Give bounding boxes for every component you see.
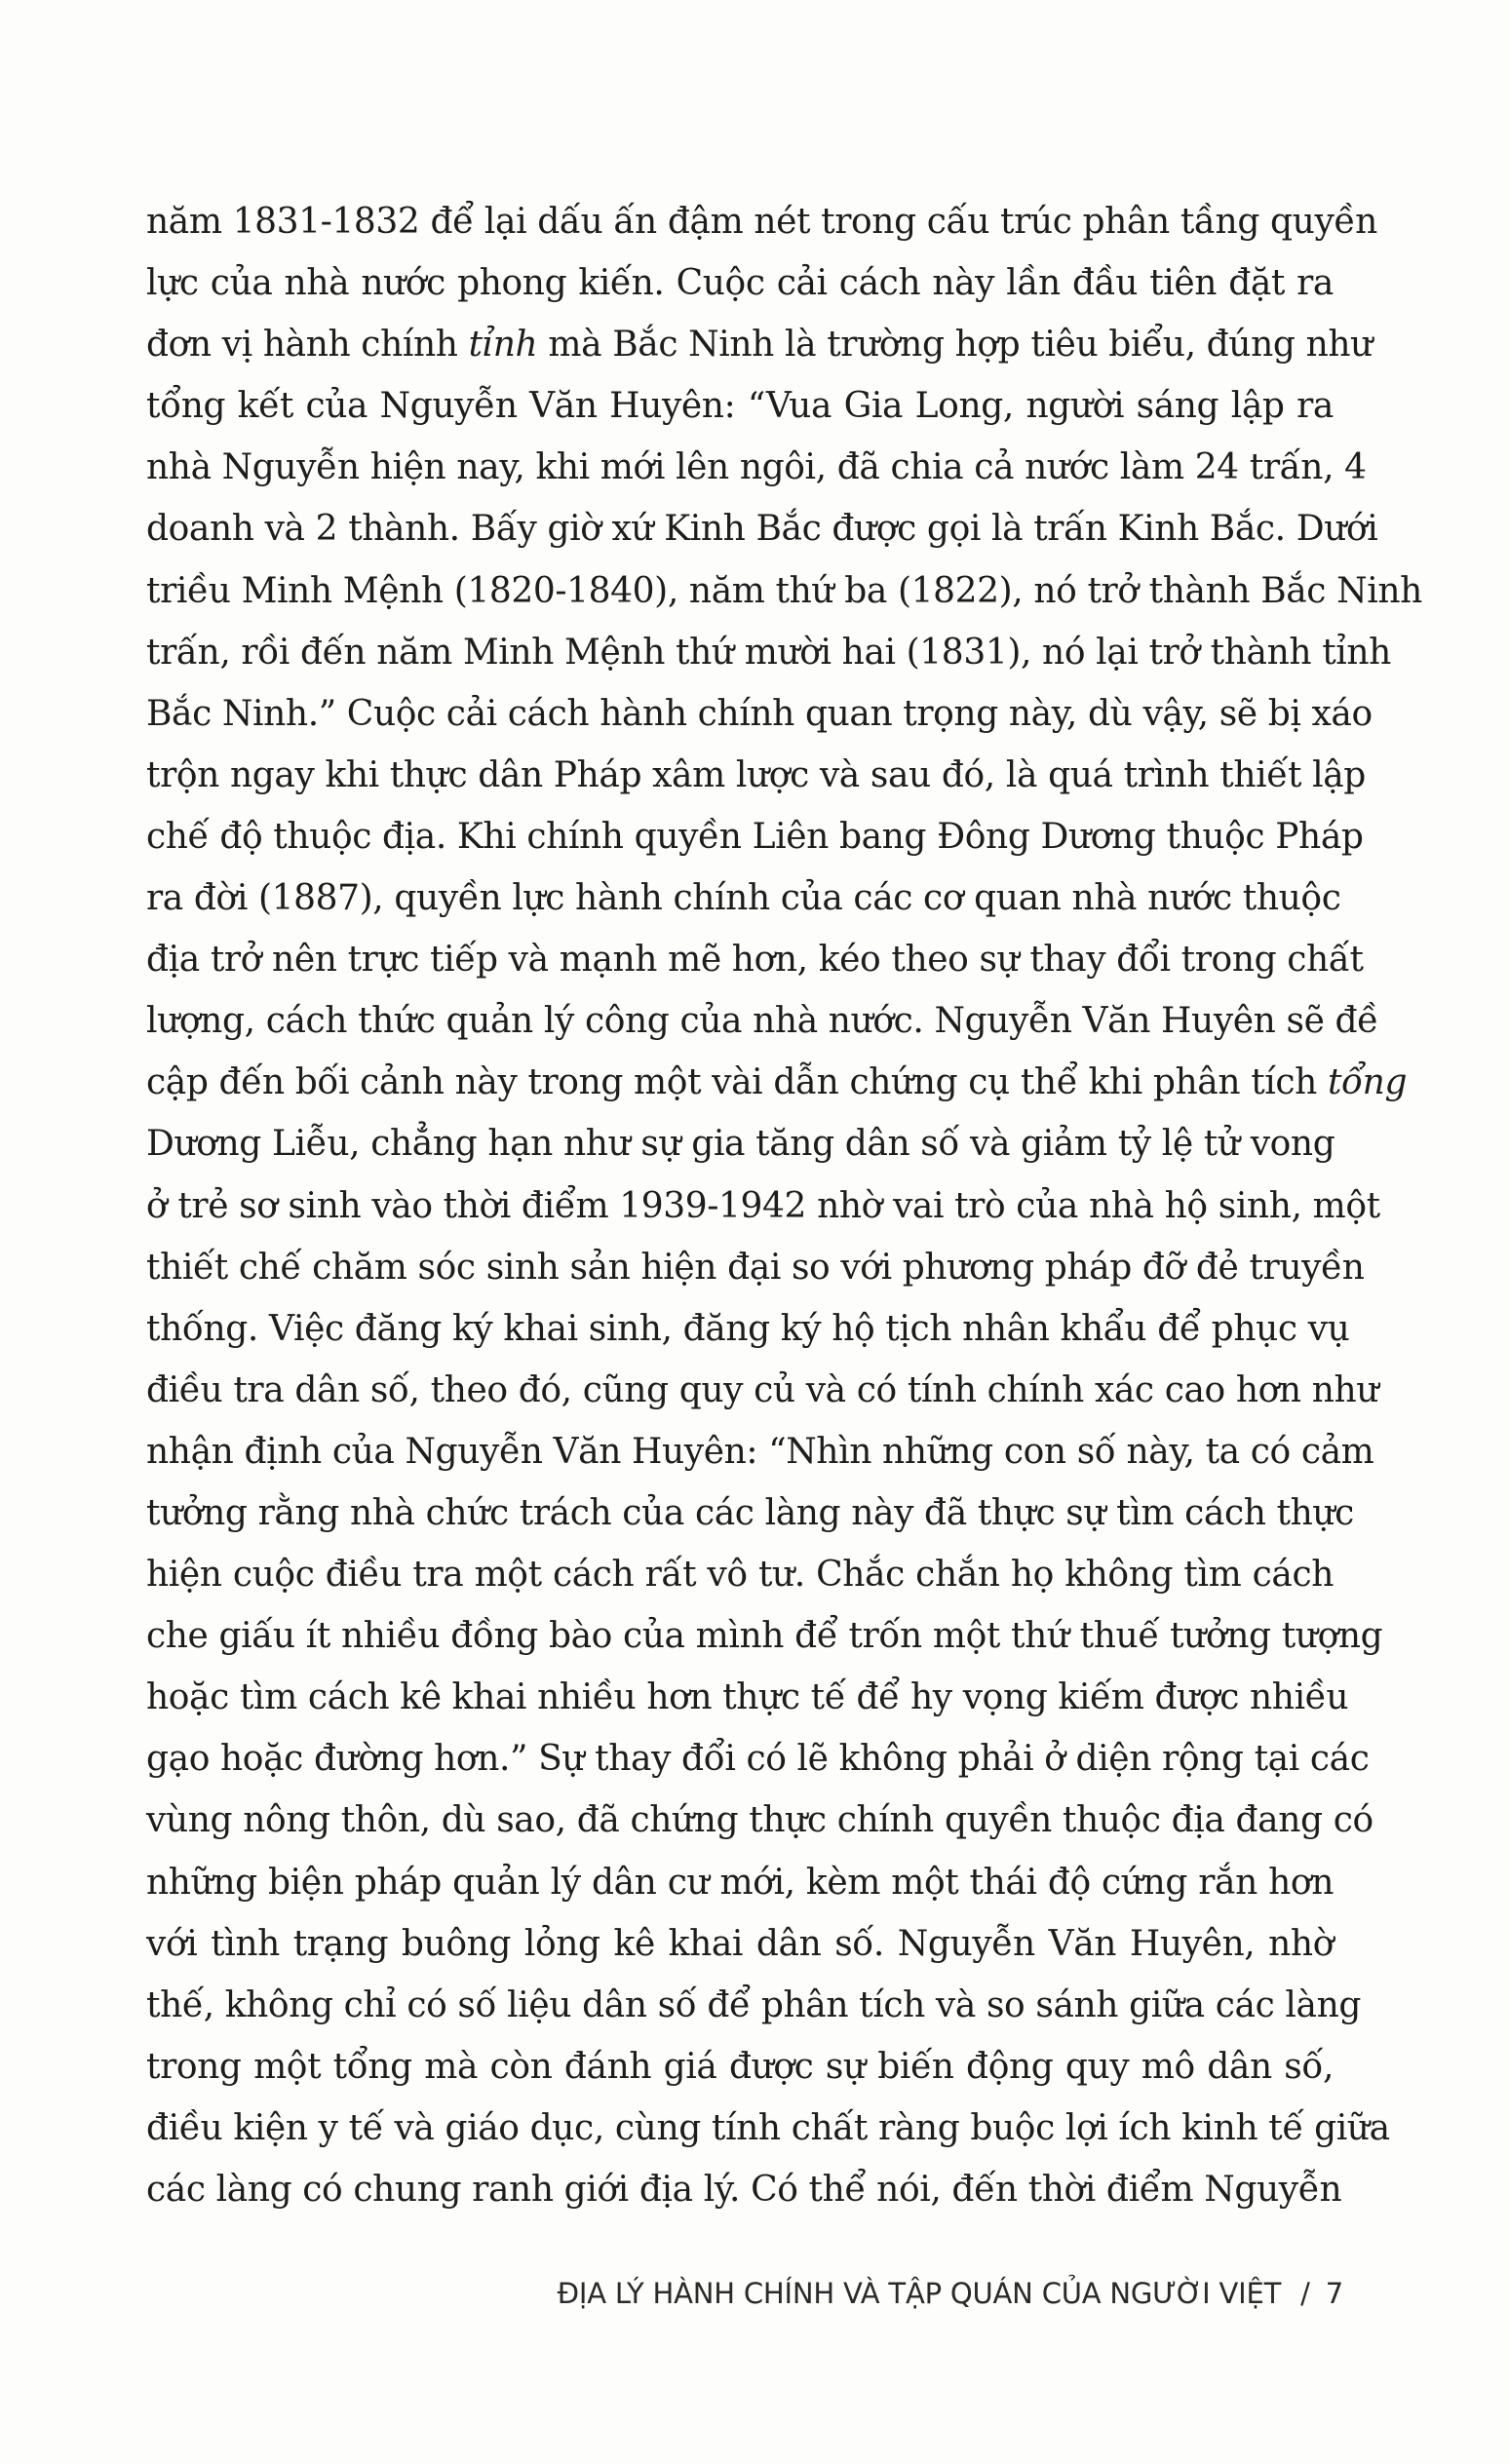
text-line: hoặc tìm cách kê khai nhiều hơn thực tế để hy vọng kiếm được nhiều (146, 1677, 1349, 1718)
body-paragraph (146, 191, 1422, 2220)
page-number: 7 (1325, 2277, 1343, 2310)
text-line: chế độ thuộc địa. Khi chính quyền Liên bang Đông Dương thuộc Pháp (146, 816, 1364, 857)
text-line: doanh và 2 thành. Bấy giờ xứ Kinh Bắc được gọi là trấn Kinh Bắc. Dưới (146, 509, 1378, 550)
text-line: năm 1831-1832 để lại dấu ấn đậm nét trong cấu trúc phân tầng quyền (146, 202, 1377, 242)
text-line: nhận định của Nguyễn Văn Huyên: “Nhìn những con số này, ta có cảm (146, 1431, 1374, 1472)
text-line: Dương Liễu, chẳng hạn như sự gia tăng dân số và giảm tỷ lệ tử vong (146, 1124, 1335, 1165)
text-line: vùng nông thôn, dù sao, đã chứng thực chính quyền thuộc địa đang có (146, 1800, 1374, 1841)
text-line: điều tra dân số, theo đó, cũng quy củ và có tính chính xác cao hơn như (146, 1369, 1379, 1410)
page-footer (557, 2269, 1343, 2318)
text-line: đơn vị hành chính tỉnh mà Bắc Ninh là trường hợp tiêu biểu, đúng như (146, 325, 1373, 366)
text-line: che giấu ít nhiều đồng bào của mình để trốn một thứ thuế tưởng tượng (146, 1616, 1383, 1657)
text-line: tưởng rằng nhà chức trách của các làng này đã thực sự tìm cách thực (146, 1492, 1354, 1533)
text-line: trộn ngay khi thực dân Pháp xâm lược và sau đó, là quá trình thiết lập (146, 754, 1366, 795)
text-line: lực của nhà nước phong kiến. Cuộc cải cách này lần đầu tiên đặt ra (146, 263, 1334, 304)
text-line: ở trẻ sơ sinh vào thời điểm 1939-1942 nhờ vai trò của nhà hộ sinh, một (146, 1185, 1380, 1226)
text-line: điều kiện y tế và giáo dục, cùng tính chất ràng buộc lợi ích kinh tế giữa (146, 2107, 1390, 2148)
running-title: ĐỊA LÝ HÀNH CHÍNH VÀ TẬP QUÁN CỦA NGƯỜI VIỆT (557, 2277, 1282, 2310)
text-line: ra đời (1887), quyền lực hành chính của các cơ quan nhà nước thuộc (146, 878, 1341, 919)
text-line: lượng, cách thức quản lý công của nhà nước. Nguyễn Văn Huyên sẽ đề (146, 1001, 1378, 1042)
text-line: gạo hoặc đường hơn.” Sự thay đổi có lẽ không phải ở diện rộng tại các (146, 1739, 1370, 1780)
text-line: các làng có chung ranh giới địa lý. Có thể nói, đến thời điểm Nguyễn (146, 2170, 1342, 2210)
text-line: Bắc Ninh.” Cuộc cải cách hành chính quan trọng này, dù vậy, sẽ bị xáo (146, 693, 1373, 734)
text-line: trấn, rồi đến năm Minh Mệnh thứ mười hai (1831), nó lại trở thành tỉnh (146, 632, 1391, 673)
text-line: trong một tổng mà còn đánh giá được sự biến động quy mô dân số, (146, 2046, 1334, 2087)
text-line: hiện cuộc điều tra một cách rất vô tư. Chắc chắn họ không tìm cách (146, 1555, 1334, 1596)
text-line: tổng kết của Nguyễn Văn Huyên: “Vua Gia Long, người sáng lập ra (146, 386, 1334, 427)
footer-separator: / (1300, 2277, 1310, 2310)
text-line: nhà Nguyễn hiện nay, khi mới lên ngôi, đã chia cả nước làm 24 trấn, 4 (146, 447, 1367, 488)
text-line: những biện pháp quản lý dân cư mới, kèm một thái độ cứng rắn hơn (146, 1862, 1334, 1903)
italic-term: tỉnh (468, 325, 538, 366)
text-line: thống. Việc đăng ký khai sinh, đăng ký hộ tịch nhân khẩu để phục vụ (146, 1308, 1350, 1349)
text-line: thiết chế chăm sóc sinh sản hiện đại so với phương pháp đỡ đẻ truyền (146, 1247, 1365, 1288)
text-line: thế, không chỉ có số liệu dân số để phân tích và so sánh giữa các làng (146, 1984, 1362, 2025)
text-line: với tình trạng buông lỏng kê khai dân số. Nguyễn Văn Huyên, nhờ (146, 1923, 1334, 1964)
italic-term: tổng (1327, 1062, 1408, 1103)
text-line: cập đến bối cảnh này trong một vài dẫn chứng cụ thể khi phân tích tổng (146, 1062, 1408, 1103)
text-line: địa trở nên trực tiếp và mạnh mẽ hơn, kéo theo sự thay đổi trong chất (146, 940, 1364, 981)
text-line: triều Minh Mệnh (1820-1840), năm thứ ba (1822), nó trở thành Bắc Ninh (146, 570, 1422, 611)
